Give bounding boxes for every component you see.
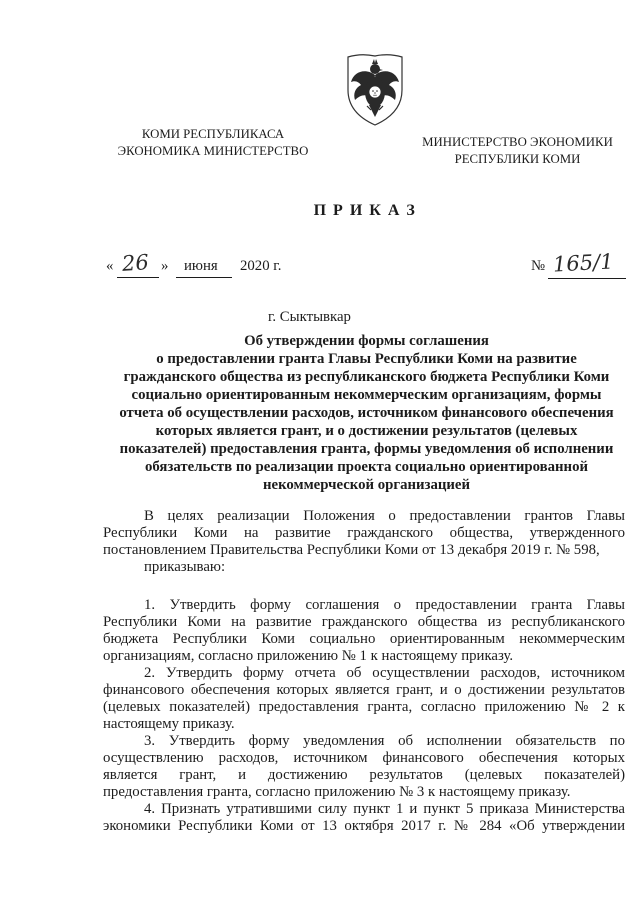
order-item-4 <box>103 801 625 835</box>
coat-of-arms-icon <box>345 52 405 128</box>
title-line: социально ориентированным некоммерческим организациям, формы <box>131 387 602 403</box>
number-sign: № <box>531 258 546 274</box>
body-line: является грант, и достижению результатов (целевых показателей) <box>103 767 625 783</box>
body-line: организациям, согласно приложению № 1 к настоящему приказу. <box>103 648 514 664</box>
body-line: Республики Коми на развитие гражданского общества, утвержденного <box>103 525 625 541</box>
date-open-quote: « <box>106 258 114 274</box>
body-line: предоставления гранта, согласно приложению № 3 к настоящему приказу. <box>103 784 571 800</box>
title-line: Об утверждении формы соглашения <box>244 333 489 349</box>
date-day-underline <box>117 277 159 278</box>
order-word: приказываю: <box>144 559 226 575</box>
document-title <box>103 332 630 494</box>
order-item-2 <box>103 665 625 733</box>
header-right-line-1: МИНИСТЕРСТВО ЭКОНОМИКИ <box>422 135 613 149</box>
title-line: о предоставлении гранта Главы Республики Коми на развитие <box>156 351 577 367</box>
preamble-paragraph <box>103 508 625 559</box>
header-right-line-2: РЕСПУБЛИКИ КОМИ <box>454 152 581 166</box>
date-year: 2020 г. <box>240 258 282 274</box>
header-left-line-1: КОМИ РЕСПУБЛИКАСА <box>141 127 285 141</box>
date-month-underline <box>176 277 232 278</box>
city: г. Сыктывкар <box>268 309 351 325</box>
body-line: 1. Утвердить форму соглашения о предоставлении гранта Главы <box>144 597 625 613</box>
body-line: экономики Республики Коми от 13 октября 2017 г. № 284 «Об утверждении <box>103 818 625 834</box>
body-line: настоящему приказу. <box>103 716 235 732</box>
title-line: показателей) предоставления гранта, формы уведомления об исполнении <box>119 441 614 457</box>
number-underline <box>548 278 626 279</box>
date-day-handwritten: 26 <box>121 250 150 276</box>
title-line: отчета об осуществлении расходов, источником финансового обеспечения <box>119 405 614 421</box>
body-line: (целевых показателей) предоставления гранта, согласно приложению № 2 к <box>103 699 625 715</box>
header-left-komi <box>100 126 326 160</box>
body-line: постановлением Правительства Республики Коми от 13 декабря 2019 г. № 598, <box>103 542 600 558</box>
order-item-1 <box>103 597 625 665</box>
document-type: П Р И К А З <box>313 202 417 219</box>
title-line: которых является грант, и о достижении результатов (целевых <box>155 423 578 439</box>
body-line: 2. Утвердить форму отчета об осуществлении расходов, источником <box>144 665 625 681</box>
title-line: некоммерческой организацией <box>262 477 471 493</box>
body-line: 4. Признать утратившими силу пункт 1 и пункт 5 приказа Министерства <box>144 801 625 817</box>
date-close-quote: » <box>161 258 169 274</box>
title-line: гражданского общества из республиканского бюджета Республики Коми <box>123 369 610 385</box>
body-line: В целях реализации Положения о предоставлении грантов Главы <box>144 508 625 524</box>
order-item-3 <box>103 733 625 801</box>
body-line: 3. Утвердить форму уведомления об исполнении обязательств по <box>144 733 625 749</box>
body-line: финансового обеспечения которых является грант, и о достижении результатов <box>103 682 625 698</box>
header-right-russian <box>410 134 625 168</box>
date-month: июня <box>184 258 218 274</box>
body-line: бюджета Республики Коми социально ориентированным некоммерческим <box>103 631 625 647</box>
body-line: осуществлению расходов, источником финансового обеспечения которых <box>103 750 625 766</box>
header-left-line-2: ЭКОНОМИКА МИНИСТЕРСТВО <box>117 144 309 158</box>
order-word-paragraph <box>103 559 625 576</box>
number-handwritten: 165/1 <box>552 249 615 277</box>
body-line: Республики Коми на развитие гражданского общества из республиканского <box>103 614 625 630</box>
title-line: обязательств по реализации проекта социально ориентированной <box>144 459 589 475</box>
